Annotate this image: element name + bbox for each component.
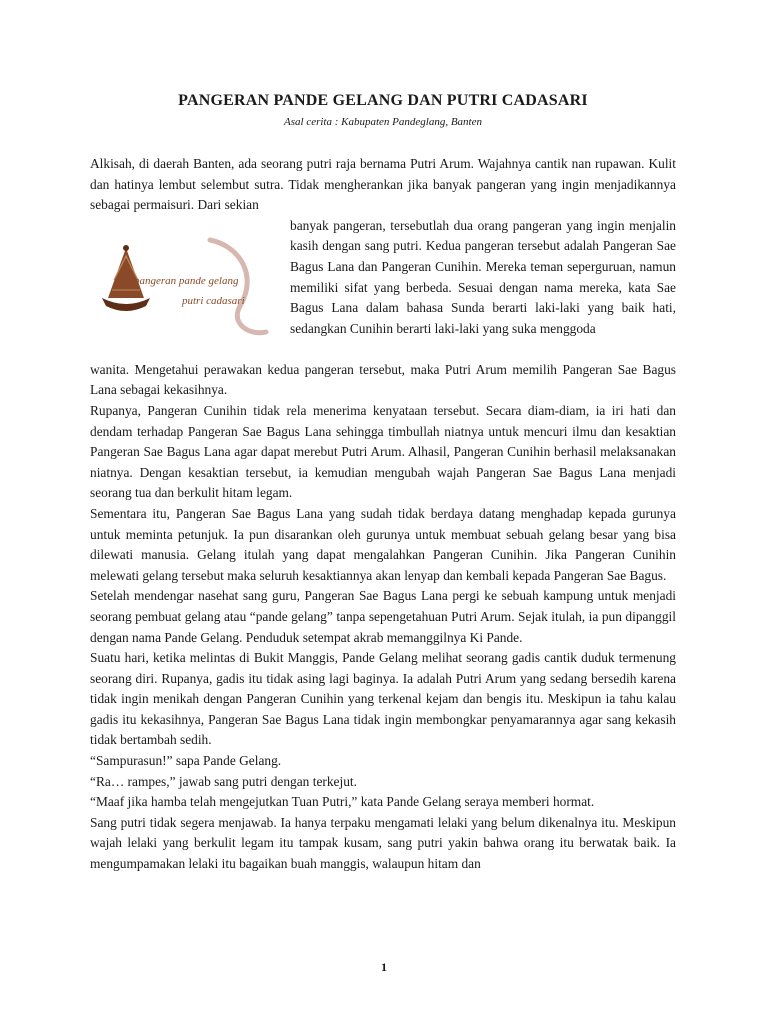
story-paragraph: wanita. Mengetahui perawakan kedua pangeran tersebut, maka Putri Arum memilih Pangeran Sae Bagus Lana sebagai kekasihnya.: [90, 361, 676, 398]
document-subtitle: Asal cerita : Kabupaten Pandeglang, Banten: [284, 116, 482, 128]
intro-paragraph: Alkisah, di daerah Banten, ada seorang putri raja bernama Putri Arum. Wajahnya cantik nan rupawan. Kulit dan hatinya lembut selembut sutra. Tidak mengherankan jika banyak pangeran yang ingin menjadikannya sebagai permaisuri. Dari sekian: [90, 156, 676, 213]
logo-line-2: putri cadasari: [182, 294, 245, 307]
document-title: PANGERAN PANDE GELANG DAN PUTRI CADASARI: [178, 92, 588, 109]
story-body: [90, 154, 676, 875]
story-paragraph: Rupanya, Pangeran Cunihin tidak rela menerima kenyataan tersebut. Secara diam-diam, ia iri hati dan dendam terhadap Pangeran Sae Bagus Lana sehingga timbullah niatnya untuk mencuri ilmu dan kesaktian Pangeran Sae Bagus Lana agar dapat merebut Putri Arum. Alhasil, Pangeran Cunihin berhasil melaksanakan niatnya. Dengan kesaktian tersebut, ia kemudian mengubah wajah Pangeran Sae Bagus Lana menjadi seorang tua dan berkulit hitam legam.: [90, 402, 676, 501]
story-paragraph: Sementara itu, Pangeran Sae Bagus Lana yang sudah tidak berdaya datang menghadap kepada gurunya untuk meminta petunjuk. Ia pun disarankan oleh gurunya untuk membuat sebuah gelang besar yang bisa dilewati manusia. Gelang itulah yang dapat mengalahkan Pangeran Cunihin. Jika Pangeran Cunihin melewati gelang tersebut maka seluruh kesaktiannya akan lenyap dan kembali kepada Pangeran Sae Bagus.: [90, 505, 676, 583]
story-paragraph: Sang putri tidak segera menjawab. Ia hanya terpaku mengamati lelaki yang belum dikenalnya itu. Meskipun wajah lelaki yang berkulit legam itu tampak kusam, sang putri yakin bahwa orang itu berwatak baik. Ia mengumpamakan lelaki itu bagaikan buah manggis, walaupun hitam dan: [90, 814, 676, 872]
story-logo: [90, 222, 272, 360]
wrapped-paragraph: [272, 216, 676, 340]
wrapped-paragraph-text: banyak pangeran, tersebutlah dua orang pangeran yang ingin menjalin kasih dengan sang putri. Kedua pangeran tersebut adalah Pangeran Sae Bagus Lana dan Pangeran Cunihin. Mereka teman seperguruan, namun memiliki sifat yang berbeda. Sesuai dengan nama mereka, kata Sae Bagus Lana dalam bahasa Sunda berarti laki-laki yang baik hati, sedangkan Cunihin berarti laki-laki yang suka menggoda: [290, 217, 676, 336]
document-page: [90, 92, 676, 875]
dialogue-line: “Sampurasun!” sapa Pande Gelang.: [90, 753, 282, 769]
dialogue-line: “Ra… rampes,” jawab sang putri dengan terkejut.: [90, 773, 357, 789]
logo-wrap-section: [90, 216, 676, 360]
bell-icon: [90, 236, 272, 346]
story-paragraph: Setelah mendengar nasehat sang guru, Pangeran Sae Bagus Lana pergi ke sebuah kampung untuk menjadi seorang pembuat gelang atau “pande gelang” tanpa sepengetahuan Putri Arum. Sejak itulah, ia pun dipanggil dengan nama Pande Gelang. Penduduk setempat akrab memanggilnya Ki Pande.: [90, 588, 676, 645]
logo-line-1: pangeran pande gelang: [134, 274, 239, 287]
dialogue-line: “Maaf jika hamba telah mengejutkan Tuan Putri,” kata Pande Gelang seraya memberi hormat.: [90, 794, 595, 810]
page-number: 1: [381, 960, 387, 974]
story-paragraph: Suatu hari, ketika melintas di Bukit Manggis, Pande Gelang melihat seorang gadis cantik duduk termenung seorang diri. Rupanya, gadis itu tidak asing lagi baginya. Ia adalah Putri Arum yang sedang bersedih karena tidak ingin menikah dengan Pangeran Cunihin yang terkenal kejam dan bengis itu. Meskipun ia tahu kalau gadis itu kekasihnya, Pangeran Sae Bagus Lana tidak ingin membongkar penyamarannya agar sang kekasih tidak bertambah sedih.: [90, 650, 676, 748]
